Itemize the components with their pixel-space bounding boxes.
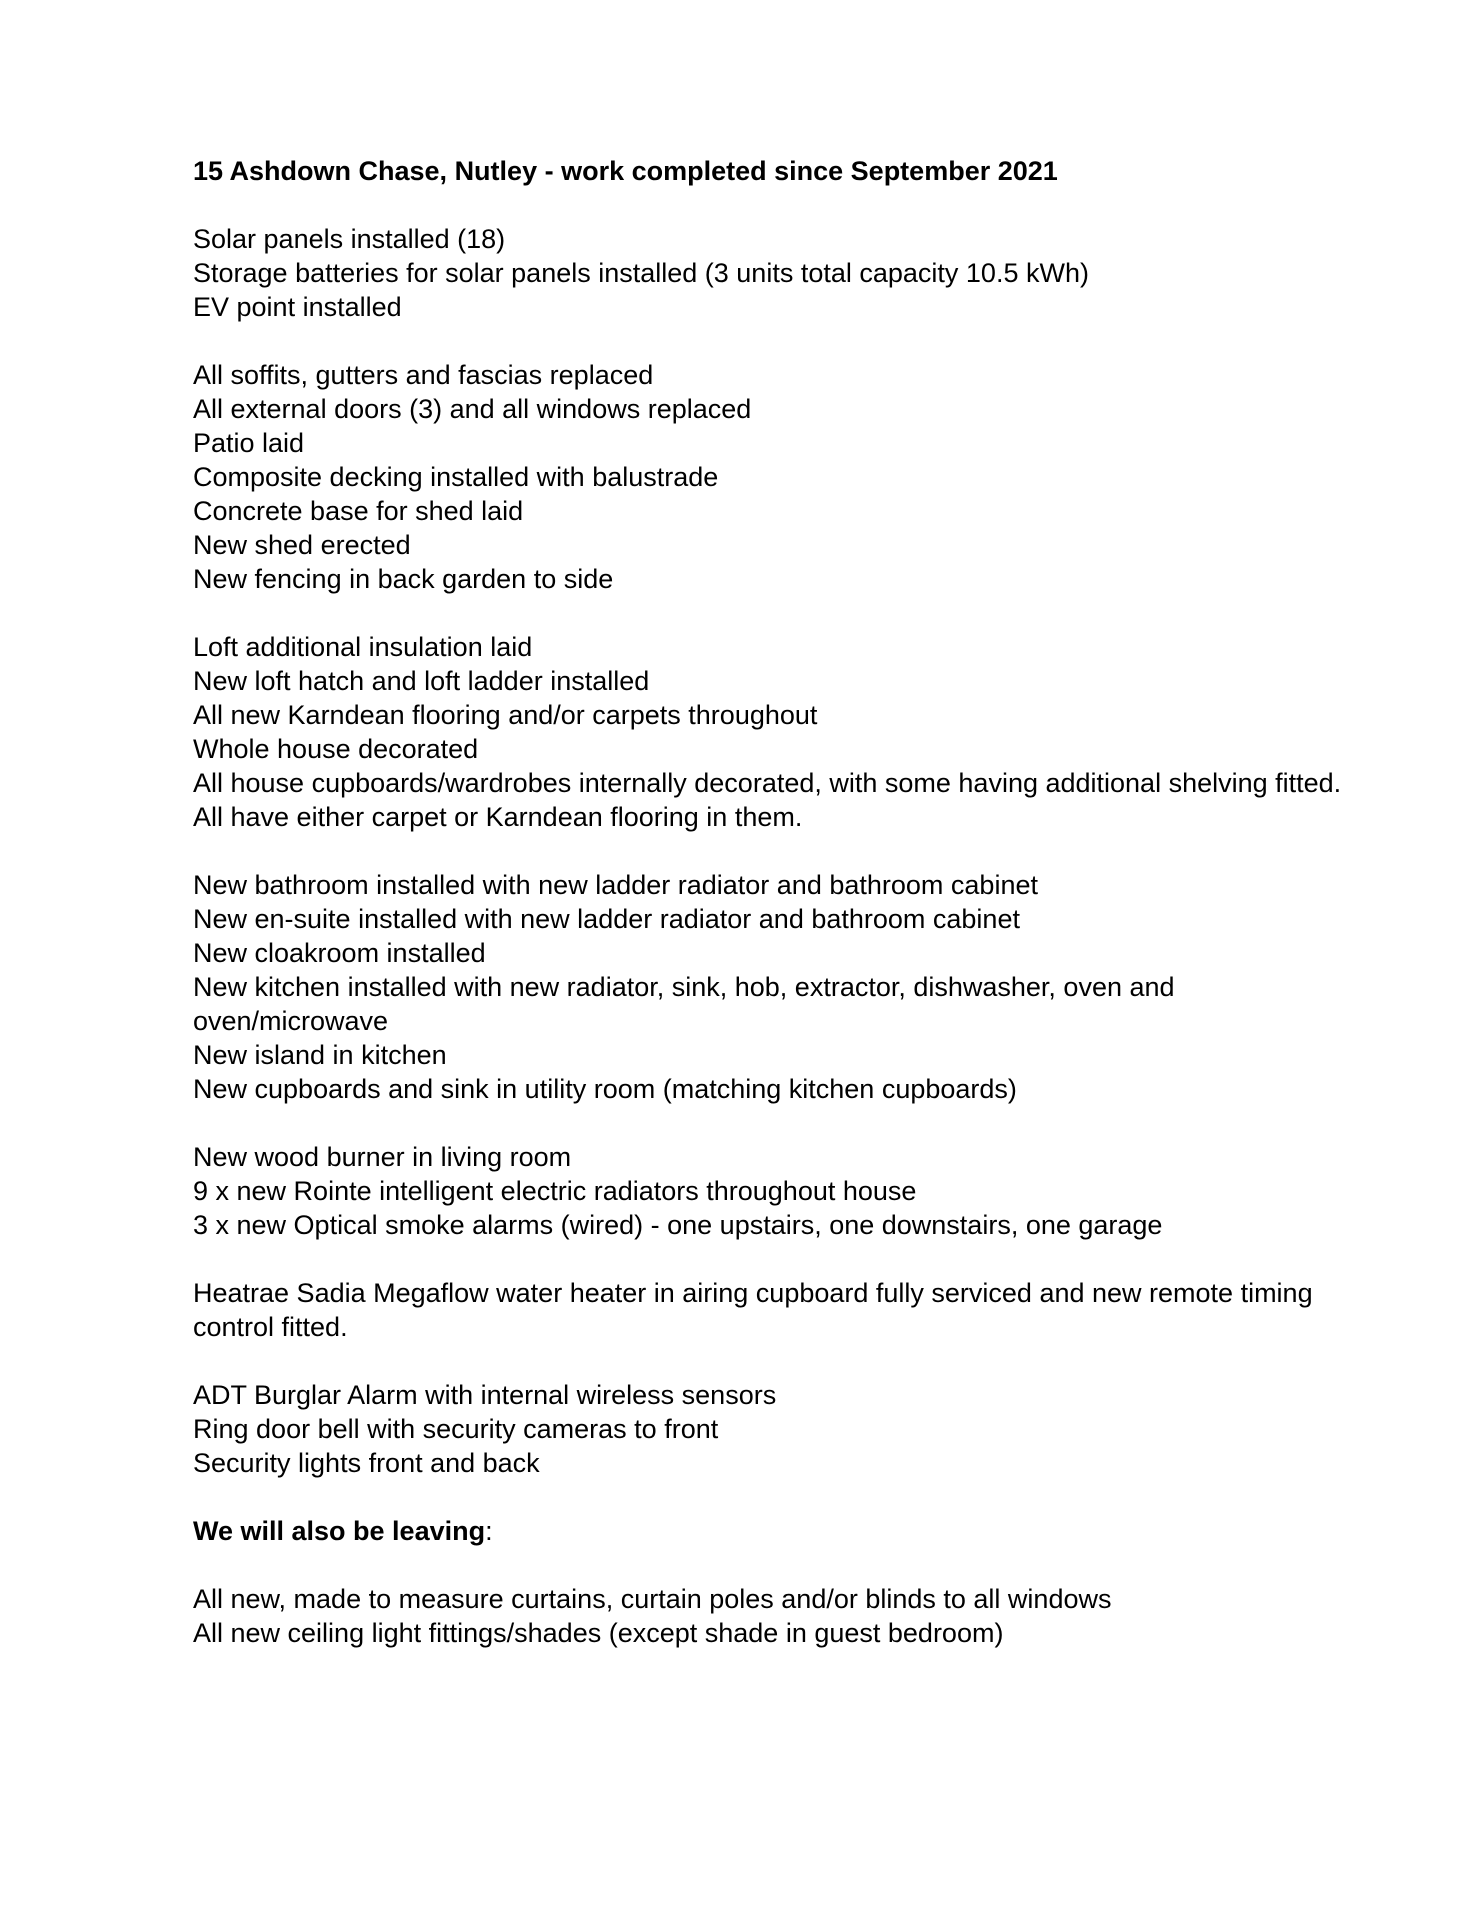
list-item: Heatrae Sadia Megaflow water heater in airing cupboard fully serviced and new remote timing control fitted. <box>193 1278 1313 1342</box>
list-item: New fencing in back garden to side <box>193 564 614 594</box>
section-exterior <box>193 358 1343 596</box>
list-item: Ring door bell with security cameras to front <box>193 1414 719 1444</box>
list-item: New bathroom installed with new ladder radiator and bathroom cabinet <box>193 870 1038 900</box>
list-item: Solar panels installed (18) <box>193 224 506 254</box>
list-item: All new ceiling light fittings/shades (except shade in guest bedroom) <box>193 1618 1004 1648</box>
section-water-heater <box>193 1276 1343 1344</box>
list-item: Composite decking installed with balustrade <box>193 462 719 492</box>
list-item: All new, made to measure curtains, curtain poles and/or blinds to all windows <box>193 1584 1112 1614</box>
list-item: Patio laid <box>193 428 305 458</box>
section-leaving <box>193 1582 1343 1650</box>
list-item: New loft hatch and loft ladder installed <box>193 666 650 696</box>
section-security <box>193 1378 1343 1480</box>
list-item: New island in kitchen <box>193 1040 447 1070</box>
list-item: New shed erected <box>193 530 411 560</box>
list-item: 3 x new Optical smoke alarms (wired) - one upstairs, one downstairs, one garage <box>193 1210 1163 1240</box>
list-item: All new Karndean flooring and/or carpets throughout <box>193 700 818 730</box>
document-page <box>193 154 1343 1684</box>
section-rooms <box>193 868 1343 1106</box>
leaving-heading-colon: : <box>485 1516 493 1546</box>
leaving-heading <box>193 1514 1343 1548</box>
list-item: New cloakroom installed <box>193 938 486 968</box>
list-item: Security lights front and back <box>193 1448 540 1478</box>
section-interior <box>193 630 1343 834</box>
list-item: New cupboards and sink in utility room (matching kitchen cupboards) <box>193 1074 1017 1104</box>
list-item: New kitchen installed with new radiator, sink, hob, extractor, dishwasher, oven and oven/microwave <box>193 972 1175 1036</box>
list-item: Loft additional insulation laid <box>193 632 533 662</box>
list-item: Storage batteries for solar panels installed (3 units total capacity 10.5 kWh) <box>193 258 1089 288</box>
list-item: New en-suite installed with new ladder radiator and bathroom cabinet <box>193 904 1020 934</box>
list-item: All external doors (3) and all windows replaced <box>193 394 752 424</box>
section-energy <box>193 222 1343 324</box>
section-heating <box>193 1140 1343 1242</box>
leaving-heading-text: We will also be leaving <box>193 1516 486 1546</box>
list-item: All house cupboards/wardrobes internally decorated, with some having additional shelving fitted. All have either carpet or Karndean flooring in them. <box>193 768 1342 832</box>
list-item: EV point installed <box>193 292 402 322</box>
list-item: Whole house decorated <box>193 734 479 764</box>
list-item: 9 x new Rointe intelligent electric radiators throughout house <box>193 1176 917 1206</box>
list-item: Concrete base for shed laid <box>193 496 524 526</box>
list-item: All soffits, gutters and fascias replaced <box>193 360 654 390</box>
list-item: ADT Burglar Alarm with internal wireless sensors <box>193 1380 777 1410</box>
document-title: 15 Ashdown Chase, Nutley - work completed since September 2021 <box>193 156 1058 186</box>
list-item: New wood burner in living room <box>193 1142 572 1172</box>
